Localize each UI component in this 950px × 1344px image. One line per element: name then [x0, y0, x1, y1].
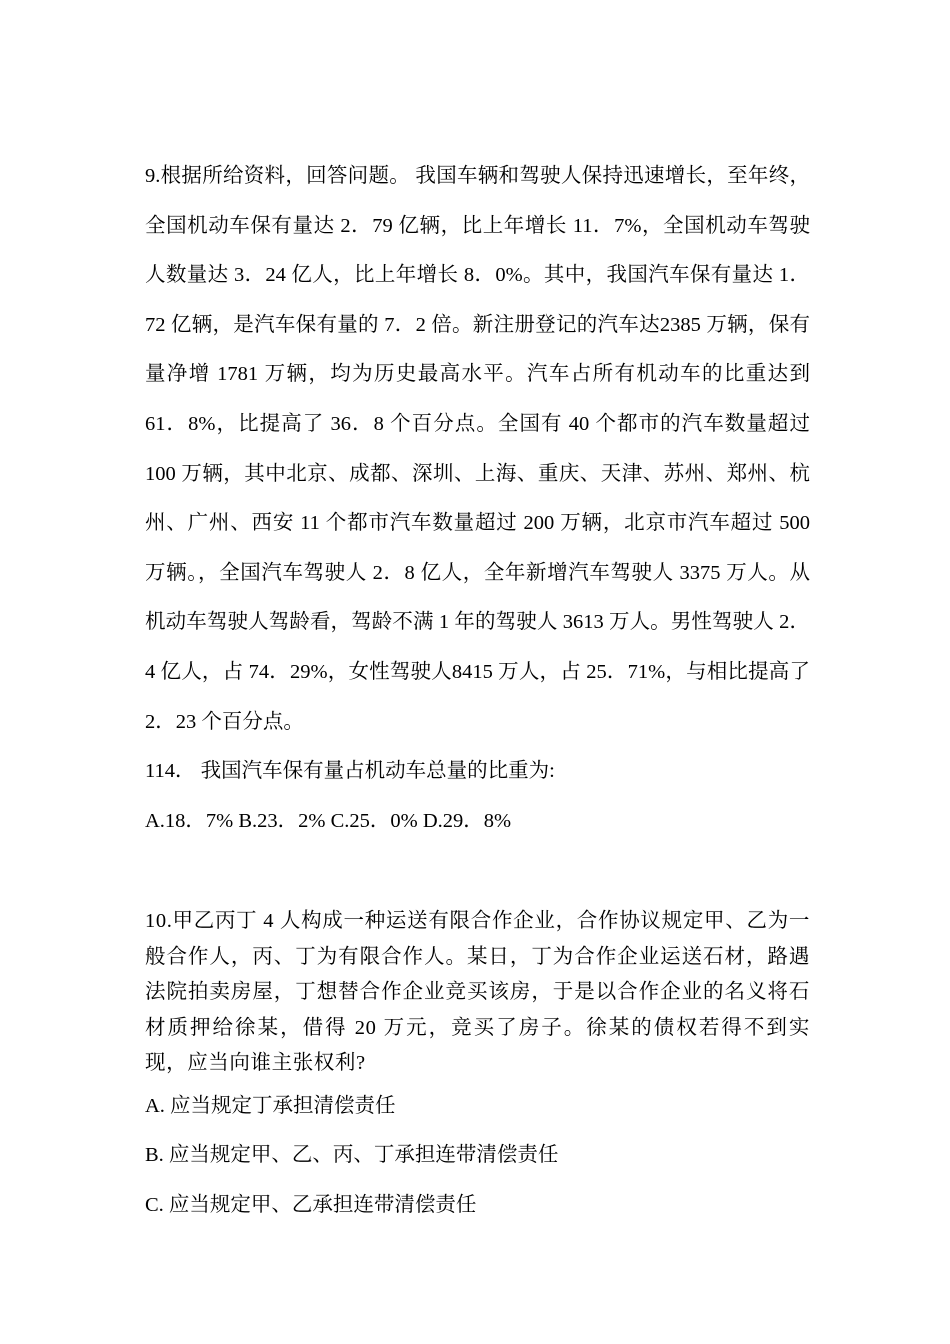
question-9 — [145, 152, 810, 846]
question-9-stem: 9.根据所给资料，回答问题。 我国车辆和驾驶人保持迅速增长，至年终，全国机动车保有量达 2．79 亿辆，比上年增长 11．7%，全国机动车驾驶人数量达 3．24 亿人，比上年增长 8．0%。其中，我国汽车保有量达 1．72 亿辆，是汽车保有量的 7．2 倍。新注册登记的汽车达2385 万辆，保有量净增 1781 万辆，均为历史最高水平。汽车占所有机动车的比重达到 61．8%，比提高了 36．8 个百分点。全国有 40 个都市的汽车数量超过 100 万辆，其中北京、成都、深圳、上海、重庆、天津、苏州、郑州、杭州、广州、西安 11 个都市汽车数量超过 200 万辆，北京市汽车超过 500 万辆。，全国汽车驾驶人 2．8 亿人，全年新增汽车驾驶人 3375 万人。从机动车驾驶人驾龄看，驾龄不满 1 年的驾驶人 3613 万人。男性驾驶人 2．4 亿人，占 74．29%，女性驾驶人8415 万人，占 25．71%，与相比提高了 2．23 个百分点。 — [145, 165, 810, 733]
question-10-stem: 10.甲乙丙丁 4 人构成一种运送有限合作企业，合作协议规定甲、乙为一般合作人，丙、丁为有限合作人。某日，丁为合作企业运送石材，路遇法院拍卖房屋，丁想替合作企业竞买该房，于是以合作企业的名义将石材质押给徐某，借得 20 万元，竞买了房子。徐某的债权若得不到实现，应当向谁主张权利? — [145, 910, 810, 1074]
question-10 — [145, 904, 810, 1230]
question-10-option-c: C. 应当规定甲、乙承担连带清偿责任 — [145, 1193, 477, 1216]
question-9-options: A.18．7% B.23．2% C.25．0% D.29．8% — [145, 809, 512, 832]
question-9-sub-question: 114． 我国汽车保有量占机动车总量的比重为: — [145, 760, 555, 783]
question-10-option-b: B. 应当规定甲、乙、丙、丁承担连带清偿责任 — [145, 1144, 559, 1167]
question-10-option-a: A. 应当规定丁承担清偿责任 — [145, 1094, 396, 1117]
